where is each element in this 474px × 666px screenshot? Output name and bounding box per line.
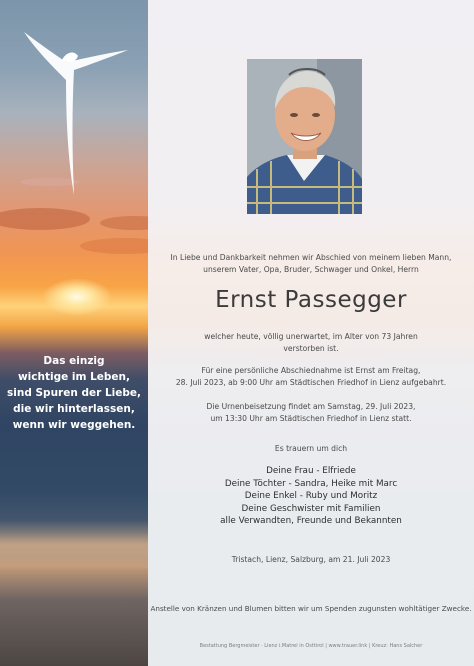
cross-icon xyxy=(22,30,132,200)
family-line: alle Verwandten, Freunde und Bekannten xyxy=(220,516,402,527)
farewell-line: Für eine persönliche Abschiednahme ist Ernst am Freitag, xyxy=(201,366,421,375)
place-date: Tristach, Lienz, Salzburg, am 21. Juli 2023 xyxy=(231,555,391,564)
donation-note: Anstelle von Kränzen und Blumen bitten wir um Spenden zugunsten wohltätiger Zwecke. xyxy=(150,604,472,613)
footer-credits: Bestattung Bergmeister · Lienz i.Matrei in Osttirol | www.trauer.link | Kreuz: Hans Salcher xyxy=(199,643,423,649)
sunset-panel xyxy=(0,0,148,666)
mourners-intro: Es trauern um dich xyxy=(274,444,348,453)
deceased-name: Ernst Passegger xyxy=(215,287,407,313)
burial-line: Die Urnenbeisetzung findet am Samstag, 29. Juli 2023, xyxy=(206,402,416,411)
farewell-info xyxy=(148,365,474,389)
cloud xyxy=(0,208,90,230)
cloud xyxy=(100,216,148,230)
intro-line: In Liebe und Dankbarkeit nehmen wir Abschied von meinem lieben Mann, xyxy=(170,253,452,262)
death-line: welcher heute, völlig unerwartet, im Alter von 73 Jahren xyxy=(204,332,418,341)
family-list xyxy=(148,465,474,528)
family-line: Deine Frau - Elfriede xyxy=(266,466,356,476)
quote-line: Das einzig xyxy=(43,355,105,367)
burial-info xyxy=(148,401,474,425)
quote-line: sind Spuren der Liebe, xyxy=(7,387,141,399)
intro-line: unserem Vater, Opa, Bruder, Schwager und Onkel, Herrn xyxy=(203,265,419,274)
quote-line: wichtige im Leben, xyxy=(17,371,131,383)
farewell-line: 28. Juli 2023, ab 9:00 Uhr am Städtischen Friedhof in Lienz aufgebahrt. xyxy=(175,378,447,387)
sun xyxy=(42,278,112,316)
family-line: Deine Töchter - Sandra, Heike mit Marc xyxy=(224,478,398,489)
side-quote xyxy=(0,353,148,433)
quote-line: wenn wir weggehen. xyxy=(12,419,136,431)
death-line: verstorben ist. xyxy=(283,344,339,353)
quote-line: die wir hinterlassen, xyxy=(13,403,135,415)
intro-text xyxy=(148,252,474,276)
cloud xyxy=(80,238,148,254)
beach-glow xyxy=(0,520,148,570)
family-line: Deine Geschwister mit Familien xyxy=(241,503,381,514)
family-line: Deine Enkel - Ruby und Moritz xyxy=(244,491,378,502)
burial-line: um 13:30 Uhr am Städtischen Friedhof in Lienz statt. xyxy=(210,414,412,423)
death-notice xyxy=(148,331,474,355)
main-content xyxy=(148,0,474,666)
